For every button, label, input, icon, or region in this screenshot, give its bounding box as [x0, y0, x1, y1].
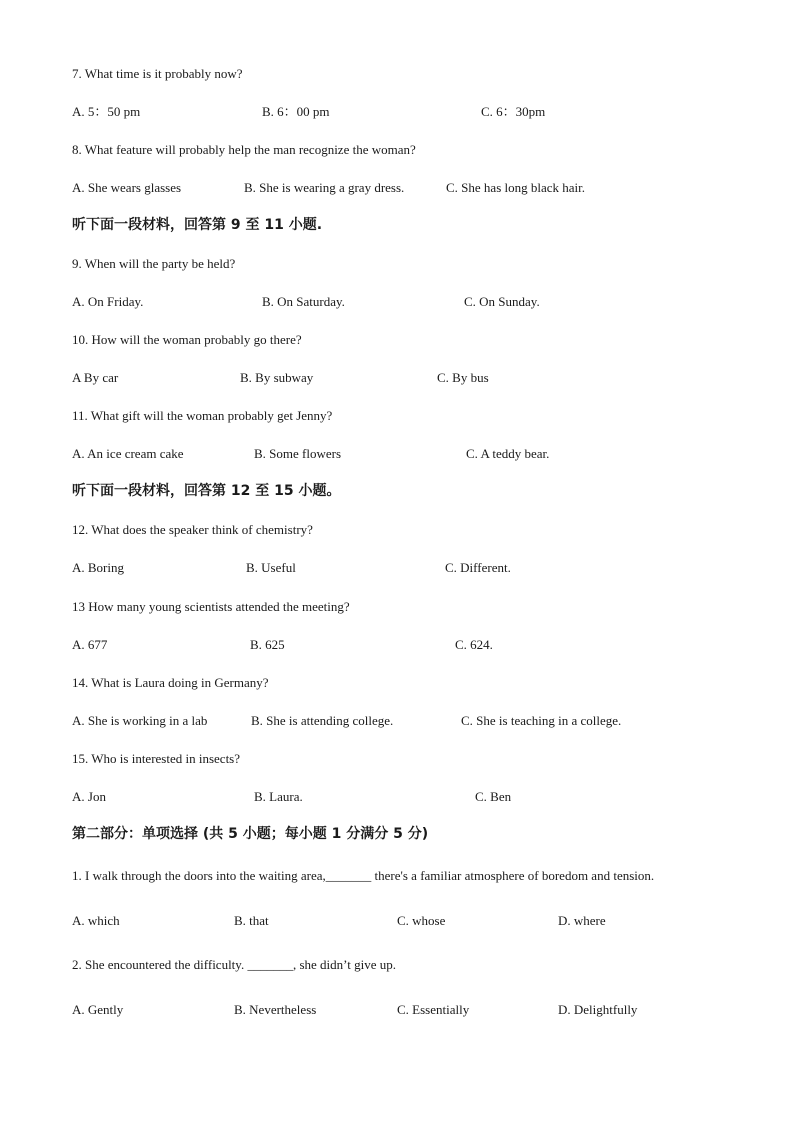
g1-option-c: C. whose [397, 913, 446, 928]
q15-option-a: A. Jon [72, 789, 106, 804]
q14-option-b: B. She is attending college. [251, 713, 394, 728]
q8-option-c: C. She has long black hair. [446, 180, 586, 195]
question-12: 12. What does the speaker think of chemistry? [72, 522, 313, 537]
grammar-question-1: 1. I walk through the doors into the waiting area,_______ there's a familiar atmosphere of boredom and tension. [72, 868, 655, 883]
q13-option-c: C. 624. [455, 637, 493, 652]
g1-option-d: D. where [558, 913, 606, 928]
q9-option-a: A. On Friday. [72, 294, 144, 309]
g2-option-d: D. Delightfully [558, 1002, 638, 1017]
section-heading-9-11: 听下面一段材料，回答第 9 至 11 小题. [72, 217, 323, 233]
question-14: 14. What is Laura doing in Germany? [72, 675, 269, 690]
question-11: 11. What gift will the woman probably get Jenny? [72, 408, 333, 423]
q12-option-c: C. Different. [445, 560, 511, 575]
q11-option-c: C. A teddy bear. [466, 446, 550, 461]
g2-option-a: A. Gently [72, 1002, 124, 1017]
q7-option-c: C. 6：30pm [481, 104, 546, 119]
q10-option-a: A By car [72, 370, 119, 385]
question-7: 7. What time is it probably now? [72, 66, 243, 81]
question-9: 9. When will the party be held? [72, 256, 236, 271]
g1-option-a: A. which [72, 913, 120, 928]
section-heading-12-15: 听下面一段材料，回答第 12 至 15 小题。 [72, 483, 341, 499]
g2-option-c: C. Essentially [397, 1002, 470, 1017]
q10-option-c: C. By bus [437, 370, 489, 385]
q12-option-b: B. Useful [246, 560, 296, 575]
question-15: 15. Who is interested in insects? [72, 751, 241, 766]
q7-option-b: B. 6：00 pm [262, 104, 330, 119]
q11-option-a: A. An ice cream cake [72, 446, 184, 461]
g2-option-b: B. Nevertheless [234, 1002, 317, 1017]
g1-option-b: B. that [234, 913, 269, 928]
q9-option-b: B. On Saturday. [262, 294, 345, 309]
q15-option-b: B. Laura. [254, 789, 303, 804]
q14-option-c: C. She is teaching in a college. [461, 713, 622, 728]
q12-option-a: A. Boring [72, 560, 124, 575]
q14-option-a: A. She is working in a lab [72, 713, 208, 728]
q8-option-a: A. She wears glasses [72, 180, 182, 195]
question-13: 13 How many young scientists attended the meeting? [72, 599, 350, 614]
q15-option-c: C. Ben [475, 789, 512, 804]
grammar-question-2: 2. She encountered the difficulty. _______, she didn’t give up. [72, 957, 396, 972]
q8-option-b: B. She is wearing a gray dress. [244, 180, 405, 195]
question-10: 10. How will the woman probably go there? [72, 332, 302, 347]
question-8: 8. What feature will probably help the man recognize the woman? [72, 142, 416, 157]
q10-option-b: B. By subway [240, 370, 314, 385]
q13-option-b: B. 625 [250, 637, 285, 652]
q7-option-a: A. 5：50 pm [72, 104, 141, 119]
part-two-heading: 第二部分：单项选择 (共 5 小题；每小题 1 分满分 5 分) [72, 826, 429, 842]
q11-option-b: B. Some flowers [254, 446, 342, 461]
q13-option-a: A. 677 [72, 637, 108, 652]
q9-option-c: C. On Sunday. [464, 294, 540, 309]
